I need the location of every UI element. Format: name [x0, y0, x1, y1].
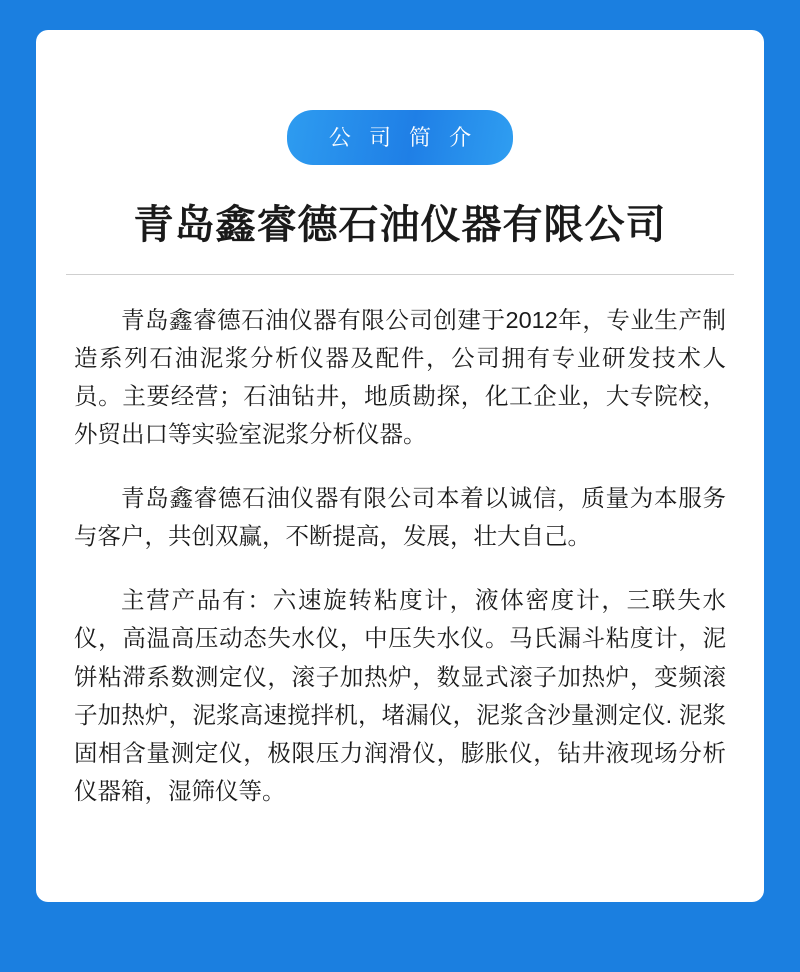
- section-badge: 公 司 简 介: [287, 110, 513, 165]
- paragraph-2: 青岛鑫睿德石油仪器有限公司本着以诚信，质量为本服务与客户，共创双赢，不断提高，发展，壮大自己。: [74, 485, 726, 550]
- paragraph-3: 主营产品有：六速旋转粘度计，液体密度计，三联失水仪，高温高压动态失水仪，中压失水仪。马氏漏斗粘度计，泥饼粘滞系数测定仪，滚子加热炉，数显式滚子加热炉，变频滚子加热炉，泥浆高速搅拌机，堵漏仪，泥浆含沙量测定仪. 泥浆固相含量测定仪，极限压力润滑仪，膨胀仪，钻井液现场分析仪器箱，湿筛仪等。: [74, 587, 726, 804]
- body-text: [66, 301, 734, 810]
- badge-container: [66, 110, 734, 165]
- content-card: [36, 30, 764, 902]
- title-divider: [66, 274, 734, 275]
- paragraph-1: 青岛鑫睿德石油仪器有限公司创建于2012年，专业生产制造系列石油泥浆分析仪器及配件，公司拥有专业研发技术人员。主要经营；石油钻井，地质勘探，化工企业，大专院校，外贸出口等实验室泥浆分析仪器。: [74, 307, 726, 448]
- page-title: 青岛鑫睿德石油仪器有限公司: [133, 203, 667, 247]
